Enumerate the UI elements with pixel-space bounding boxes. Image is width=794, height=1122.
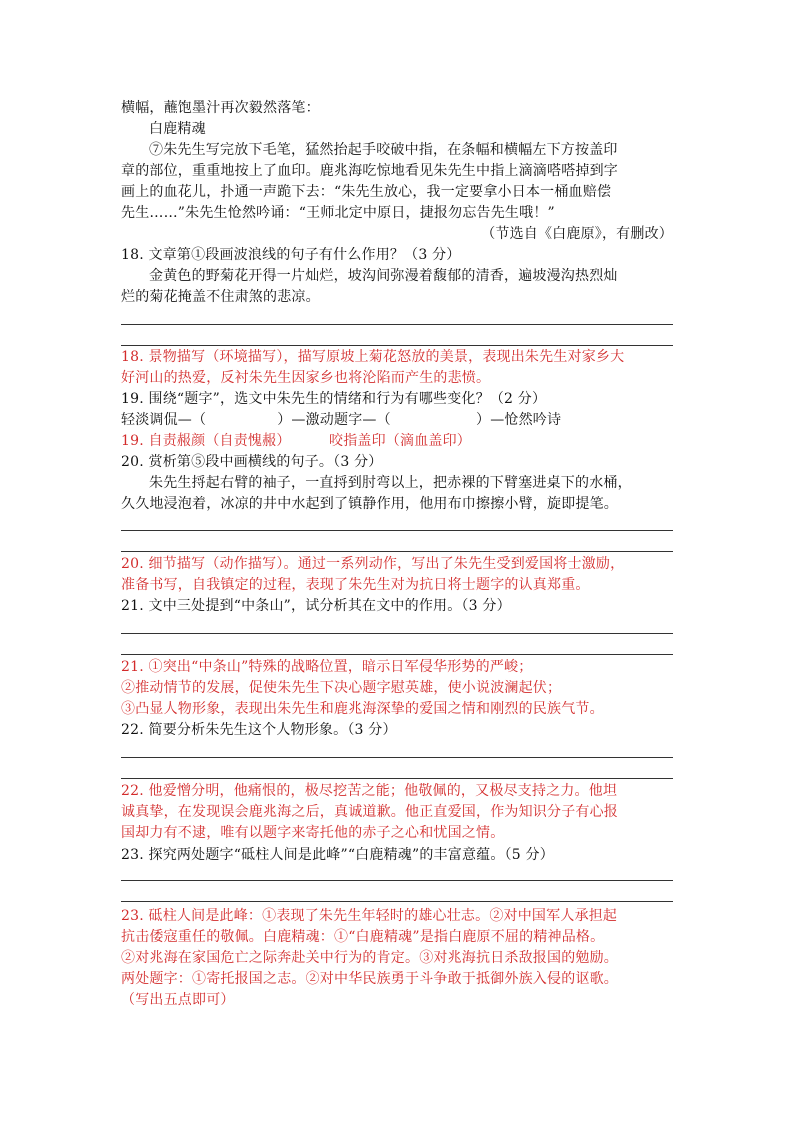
question-18-quote: 金黄色的野菊花开得一片灿烂，坡沟间弥漫着馥郁的清香，遍坡漫沟热烈灿 — [149, 268, 618, 284]
question-19-fill: 轻淡调侃—（ ）—激动题字—（ ）—怆然吟诗 — [121, 412, 562, 428]
answer-19-b: 咬指盖印（滴血盖印） — [329, 433, 471, 449]
question-22: 22. 简要分析朱先生这个人物形象。（3 分） — [121, 722, 397, 738]
question-20: 20. 赏析第⑤段中画横线的句子。（3 分） — [121, 454, 383, 470]
answer-21: 21. ①突出“中条山”特殊的战略位置，暗示日军侵华形势的严峻； — [121, 659, 533, 675]
answer-19-a: 19. 自责赧颜（自责愧赧） — [121, 433, 291, 449]
answer-22: 国却力有不逮，唯有以题字来寄托他的赤子之心和忧国之情。 — [121, 825, 505, 841]
paragraph-7-line: ⑦朱先生写完放下毛笔，猛然抬起手咬破中指，在条幅和横幅左下方按盖印 — [149, 142, 618, 158]
passage-line: 横幅，蘸饱墨汁再次毅然落笔： — [121, 100, 320, 116]
answer-23-note: （写出五点即可） — [121, 992, 235, 1008]
answer-20: 20. 细节描写（动作描写）。通过一系列动作，写出了朱先生受到爱国将士激励， — [121, 556, 625, 572]
answer-18: 好河山的热爱，反衬朱先生因家乡也将沦陷而产生的悲愤。 — [121, 370, 491, 386]
answer-21: ②推动情节的发展，促使朱先生下决心题字慰英雄，使小说波澜起伏； — [121, 680, 562, 696]
answer-rule — [121, 654, 673, 655]
answer-20: 准备书写，自我镇定的过程，表现了朱先生对为抗日将士题字的认真郑重。 — [121, 577, 590, 593]
answer-rule — [121, 901, 673, 902]
answer-22: 诚真挚，在发现误会鹿兆海之后，真诚道歉。他正直爱国，作为知识分子有心报 — [121, 804, 618, 820]
answer-23: 两处题字：①寄托报国之志。②对中华民族勇于斗争敢于抵御外族入侵的讴歌。 — [121, 971, 618, 987]
question-20-quote: 朱先生捋起右臂的袖子，一直捋到肘弯以上，把赤裸的下臂塞进桌下的水桶， — [149, 475, 632, 491]
source-note: （节选自《白鹿原》，有删改） — [481, 226, 673, 242]
answer-rule — [121, 345, 673, 346]
answer-rule — [121, 778, 673, 779]
answer-rule — [121, 324, 673, 325]
answer-23: 抗击倭寇重任的敬佩。白鹿精魂：①“白鹿精魂”是指白鹿原不屈的精神品格。 — [121, 929, 605, 945]
answer-rule — [121, 757, 673, 758]
paragraph-7-line: 画上的血花儿，扑通一声跪下去：“朱先生放心，我一定要拿小日本一桶血赔偿 — [121, 184, 612, 200]
answer-rule — [121, 880, 673, 881]
question-18: 18. 文章第①段画波浪线的句子有什么作用？（3 分） — [121, 247, 461, 263]
answer-rule — [121, 551, 673, 552]
answer-rule — [121, 633, 673, 634]
passage-title-line: 白鹿精魂 — [149, 121, 206, 137]
paragraph-7-line: 章的部位，重重地按上了血印。鹿兆海吃惊地看见朱先生中指上滴滴嗒嗒掉到字 — [121, 163, 618, 179]
answer-rule — [121, 530, 673, 531]
question-23: 23. 探究两处题字“砥柱人间是此峰”“白鹿精魂”的丰富意蕴。（5 分） — [121, 847, 554, 863]
question-20-quote: 久久地浸泡着，冰凉的井中水起到了镇静作用，他用布巾擦擦小臂，旋即提笔。 — [121, 496, 618, 512]
question-19: 19. 围绕“题字”，选文中朱先生的情绪和行为有哪些变化？（2 分） — [121, 391, 547, 407]
answer-23: ②对兆海在家国危亡之际奔赴关中行为的肯定。③对兆海抗日杀敌报国的勉励。 — [121, 950, 618, 966]
answer-21: ③凸显人物形象，表现出朱先生和鹿兆海深挚的爱国之情和刚烈的民族气节。 — [121, 701, 604, 717]
question-18-quote: 烂的菊花掩盖不住肃煞的悲凉。 — [121, 289, 320, 305]
question-21: 21. 文中三处提到“中条山”，试分析其在文中的作用。（3 分） — [121, 598, 511, 614]
paragraph-7-line: 先生……”朱先生怆然吟诵：“王师北定中原日，捷报勿忘告先生哦！” — [121, 205, 555, 221]
answer-22: 22. 他爱憎分明，他痛恨的，极尽挖苦之能；他敬佩的，又极尽支持之力。他坦 — [121, 783, 618, 799]
answer-18: 18. 景物描写（环境描写），描写原坡上菊花怒放的美景，表现出朱先生对家乡大 — [121, 349, 625, 365]
answer-23: 23. 砥柱人间是此峰：①表现了朱先生年轻时的雄心壮志。②对中国军人承担起 — [121, 908, 618, 924]
